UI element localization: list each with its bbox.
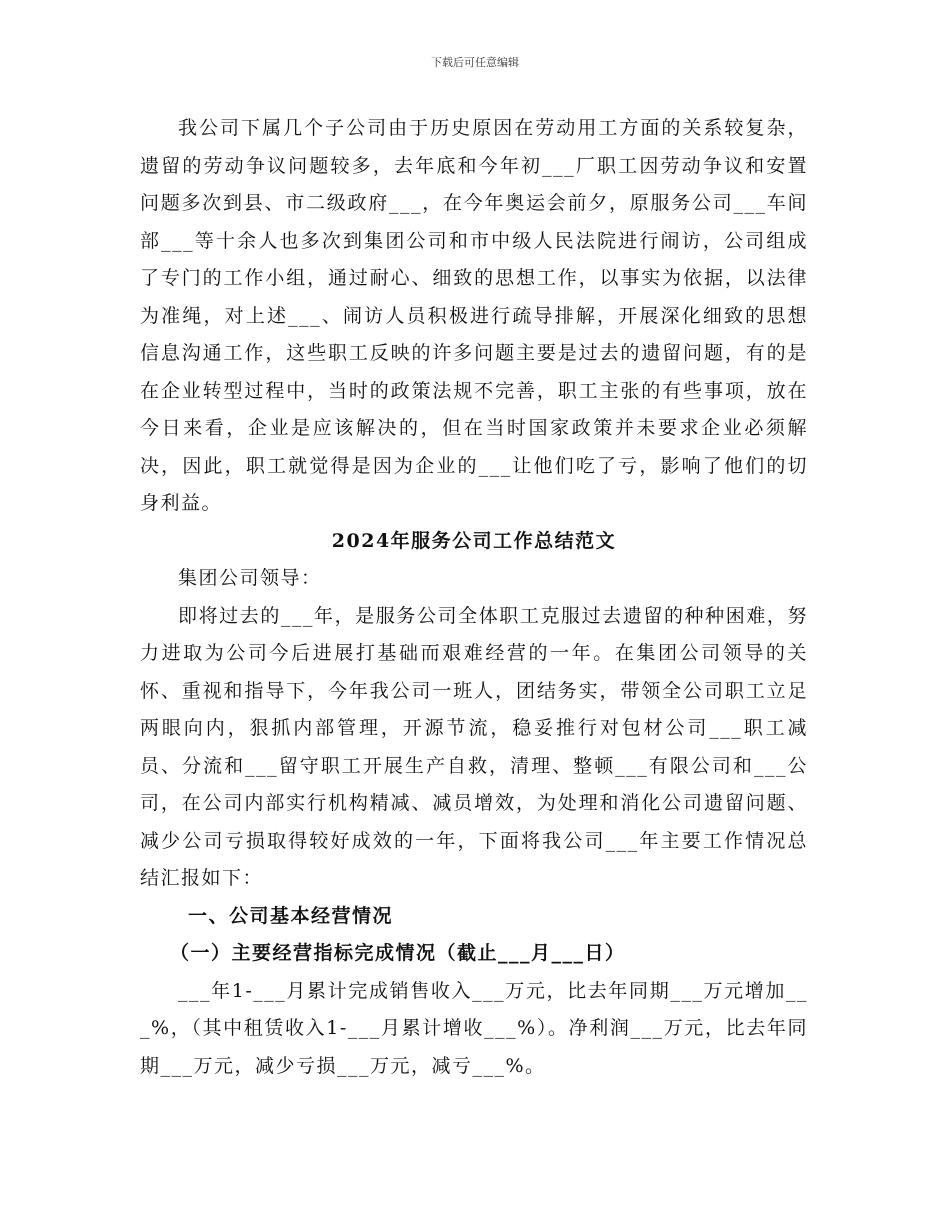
paragraph-labor-disputes: 我公司下属几个子公司由于历史原因在劳动用工方面的关系较复杂，遗留的劳动争议问题较多，去年底和今年初___厂职工因劳动争议和安置问题多次到县、市二级政府___，在今年奥运会前夕，原服务公司___车间部___等十余人也多次到集团公司和市中级人民法院进行闹访，公司组成了专门的工作小组，通过耐心、细致的思想工作，以事实为依据，以法律为准绳，对上述___、闹访人员积极进行疏导排解，开展深化细致的思想信息沟通工作，这些职工反映的许多问题主要是过去的遗留问题，有的是在企业转型过程中，当时的政策法规不完善，职工主张的有些事项，放在今日来看，企业是应该解决的，但在当时国家政策并未要求企业必须解决，因此，职工就觉得是因为企业的___让他们吃了亏，影响了他们的切身利益。: [140, 117, 808, 514]
document-title: 2024年服务公司工作总结范文: [331, 529, 617, 552]
page-header: 下载后可任意编辑: [431, 56, 519, 69]
paragraph-indicators: ___年1-___月累计完成销售收入___万元，比去年同期___万元增加___%，（其中租赁收入1-___月累计增收___%）。净利润___万元，比去年同期___万元，减少亏损___万元，减亏___%。: [140, 979, 808, 1077]
subsection-heading-1: （一）主要经营指标完成情况（截止___月___日）: [170, 942, 626, 964]
paragraph-year-summary: 即将过去的___年，是服务公司全体职工克服过去遗留的种种困难，努力进取为公司今后进展打基础而艰难经营的一年。在集团公司领导的关怀、重视和指导下，今年我公司一班人，团结务实，带领全公司职工立足两眼向内，狠抓内部管理，开源节流，稳妥推行对包材公司___职工减员、分流和___留守职工开展生产自救，清理、整顿___有限公司和___公司，在公司内部实行机构精减、减员增效，为处理和消化公司遗留问题、减少公司亏损取得较好成效的一年，下面将我公司___年主要工作情况总结汇报如下：: [140, 604, 808, 889]
document-body: [140, 110, 808, 1085]
salutation: 集团公司领导：: [178, 567, 322, 589]
section-heading-1: 一、公司基本经营情况: [188, 904, 394, 927]
